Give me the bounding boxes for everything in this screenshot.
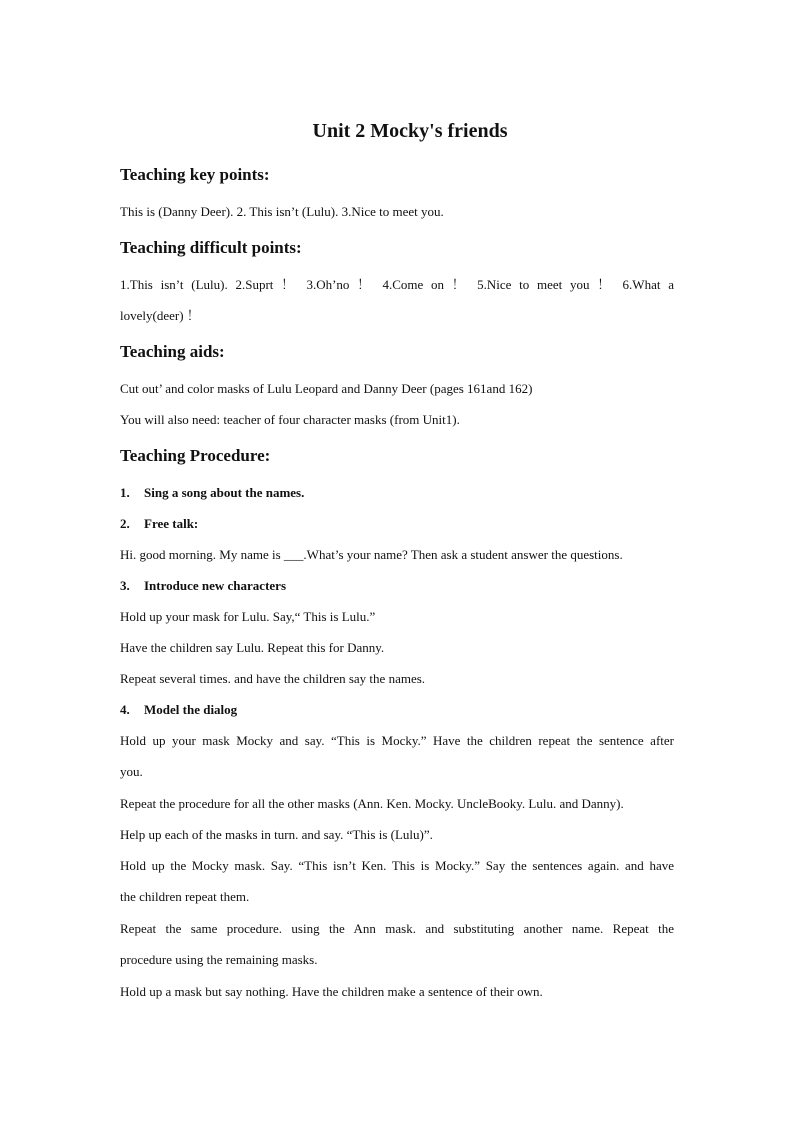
step-2-text: Hi. good morning. My name is ___.What’s your name? Then ask a student answer the questions. <box>120 547 623 562</box>
difficult-points-line-1: 1.This isn’t (Lulu). 2.Suprt ！ 3.Oh’no ！ 4.Come on ！ 5.Nice to meet you ！ 6.What a <box>120 277 674 292</box>
step-number: 4. <box>120 702 130 717</box>
step-4-line-1: Hold up your mask Mocky and say. “This is Mocky.” Have the children repeat the sentence after <box>120 733 674 748</box>
difficult-points-line-2: lovely(deer) ！ <box>120 308 200 323</box>
step-4 <box>120 694 237 725</box>
difficult-points-heading: Teaching difficult points: <box>120 238 302 257</box>
step-2 <box>120 508 198 539</box>
step-3 <box>120 570 286 601</box>
page-title: Unit 2 Mocky's friends <box>312 120 508 142</box>
step-4-line-9: Hold up a mask but say nothing. Have the children make a sentence of their own. <box>120 984 543 999</box>
procedure-heading: Teaching Procedure: <box>120 446 271 465</box>
step-4-line-5: Hold up the Mocky mask. Say. “This isn’t Ken. This is Mocky.” Say the sentences again. and have <box>120 858 674 873</box>
step-4-line-6: the children repeat them. <box>120 889 250 904</box>
step-title: Model the dialog <box>144 702 238 717</box>
step-title: Free talk: <box>144 516 199 531</box>
step-3-line-1: Hold up your mask for Lulu. Say,“ This is Lulu.” <box>120 609 376 624</box>
key-points-text: This is (Danny Deer). 2. This isn’t (Lulu). 3.Nice to meet you. <box>120 204 444 219</box>
step-4-line-3: Repeat the procedure for all the other masks (Ann. Ken. Mocky. UncleBooky. Lulu. and Danny). <box>120 796 624 811</box>
step-4-line-7: Repeat the same procedure. using the Ann mask. and substituting another name. Repeat the <box>120 921 674 936</box>
aids-heading: Teaching aids: <box>120 342 225 361</box>
step-3-line-3: Repeat several times. and have the children say the names. <box>120 671 426 686</box>
step-number: 3. <box>120 578 130 593</box>
step-3-line-2: Have the children say Lulu. Repeat this for Danny. <box>120 640 385 655</box>
step-number: 2. <box>120 516 130 531</box>
step-title: Sing a song about the names. <box>144 485 305 500</box>
aids-line-1: Cut out’ and color masks of Lulu Leopard and Danny Deer (pages 161and 162) <box>120 381 533 396</box>
step-4-line-8: procedure using the remaining masks. <box>120 952 318 967</box>
aids-line-2: You will also need: teacher of four character masks (from Unit1). <box>120 412 460 427</box>
step-number: 1. <box>120 485 130 500</box>
step-4-line-2: you. <box>120 764 143 779</box>
step-title: Introduce new characters <box>144 578 287 593</box>
step-1 <box>120 477 304 508</box>
step-4-line-4: Help up each of the masks in turn. and say. “This is (Lulu)”. <box>120 827 433 842</box>
key-points-heading: Teaching key points: <box>120 165 270 184</box>
